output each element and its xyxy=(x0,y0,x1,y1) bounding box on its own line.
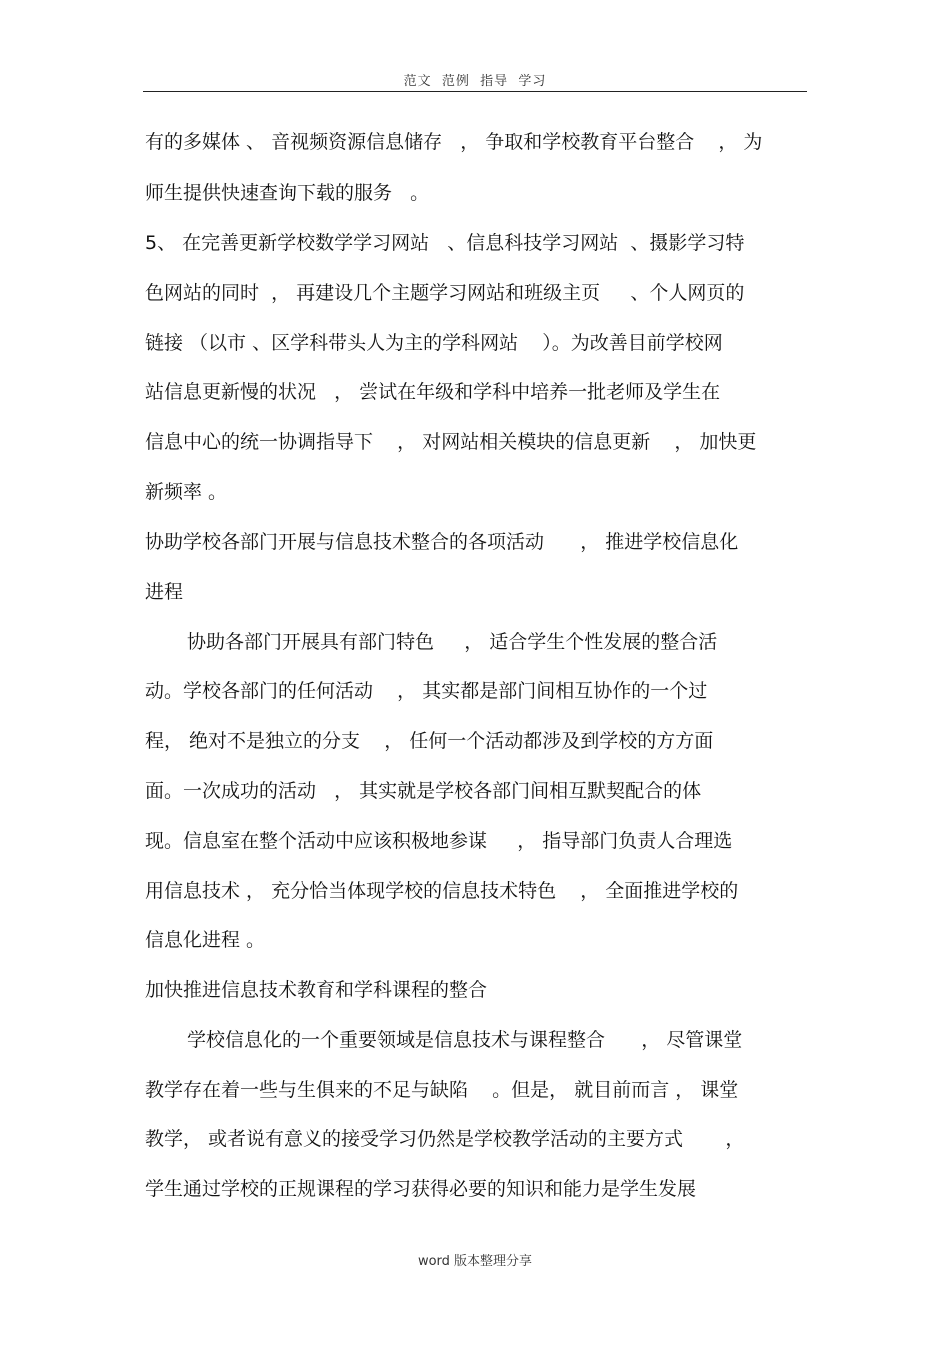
body-line: 程， 绝对不是独立的分支 ， 任何一个活动都涉及到学校的方方面 xyxy=(145,730,714,752)
body-line: 面。一次成功的活动 ， 其实就是学校各部门间相互默契配合的体 xyxy=(145,780,702,802)
page-footer: word 版本整理分享 xyxy=(417,1254,533,1269)
body-line: 5、 在完善更新学校数学学习网站 、信息科技学习网站 、摄影学习特 xyxy=(145,232,745,254)
body-line: 教学存在着一些与生俱来的不足与缺陷 。但是， 就目前而言 ， 课堂 xyxy=(145,1079,739,1101)
body-line: 协助各部门开展具有部门特色 ， 适合学生个性发展的整合活 xyxy=(187,631,718,653)
body-line: 有的多媒体 、 音视频资源信息储存 ， 争取和学校教育平台整合 ， 为 xyxy=(145,131,763,153)
body-line: 色网站的同时 ， 再建设几个主题学习网站和班级主页 、个人网页的 xyxy=(145,282,745,304)
body-line: 学生通过学校的正规课程的学习获得必要的知识和能力是学生发展 xyxy=(145,1178,697,1200)
body-line: 现。信息室在整个活动中应该积极地参谋 ， 指导部门负责人合理选 xyxy=(145,830,733,852)
body-line: 师生提供快速查询下载的服务 。 xyxy=(145,182,430,204)
body-line: 学校信息化的一个重要领域是信息技术与课程整合 ， 尽管课堂 xyxy=(187,1029,743,1051)
body-line: 站信息更新慢的状况 ， 尝试在年级和学科中培养一批老师及学生在 xyxy=(145,381,721,403)
header-rule xyxy=(143,91,807,92)
body-line: 信息化进程 。 xyxy=(145,929,266,951)
body-line: 教学， 或者说有意义的接受学习仍然是学校教学活动的主要方式 ， xyxy=(145,1128,745,1150)
section-heading: 进程 xyxy=(145,581,184,603)
body-line: 用信息技术 ， 充分恰当体现学校的信息技术特色 ， 全面推进学校的 xyxy=(145,880,739,902)
body-line: 新频率 。 xyxy=(145,481,228,503)
body-line: 信息中心的统一协调指导下 ， 对网站相关模块的信息更新 ， 加快更 xyxy=(145,431,757,453)
body-line: 动。学校各部门的任何活动 ， 其实都是部门间相互协作的一个过 xyxy=(145,680,708,702)
page-header: 范文 范例 指导 学习 xyxy=(403,74,547,89)
section-heading: 加快推进信息技术教育和学科课程的整合 xyxy=(145,979,488,1001)
body-line: 链接 （以市 、区学科带头人为主的学科网站 ）。为改善目前学校网 xyxy=(145,332,723,354)
section-heading: 协助学校各部门开展与信息技术整合的各项活动 ， 推进学校信息化 xyxy=(145,531,739,553)
